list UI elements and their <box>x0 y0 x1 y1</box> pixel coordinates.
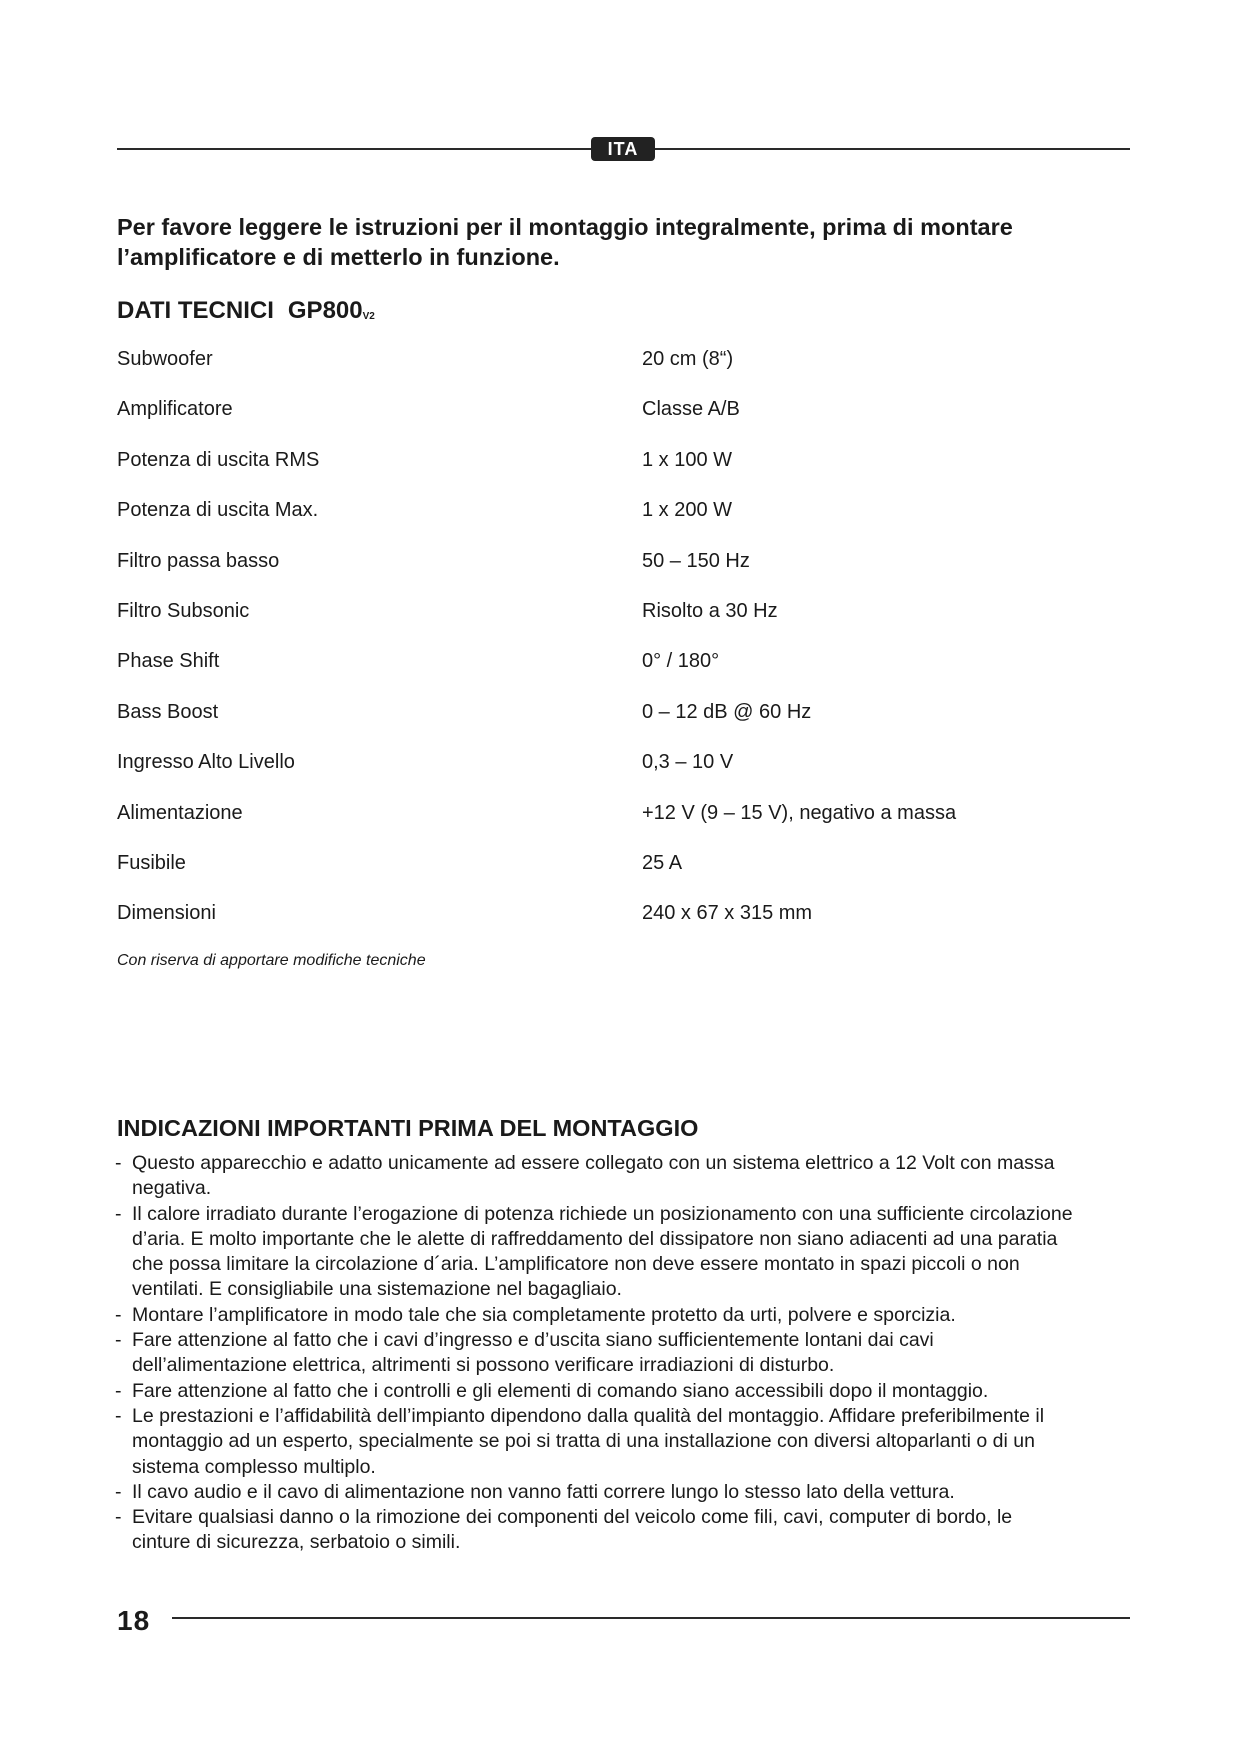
spec-value: 1 x 200 W <box>642 499 733 522</box>
bullet-dash: - <box>115 1404 122 1427</box>
disclaimer-note: Con riserva di apportare modifiche tecniche <box>117 952 426 969</box>
note-text: Il cavo audio e il cavo di alimentazione non vanno fatti correre lungo lo stesso lato della vettura. <box>132 1480 955 1503</box>
bullet-dash: - <box>115 1506 122 1529</box>
spec-label: Potenza di uscita RMS <box>117 448 320 471</box>
spec-label: Alimentazione <box>117 801 243 824</box>
spec-row <box>117 898 1017 948</box>
spec-row <box>117 747 1017 797</box>
list-item <box>115 1328 1075 1379</box>
bullet-dash: - <box>115 1152 122 1174</box>
list-item <box>115 1303 1075 1328</box>
spec-value: 0° / 180° <box>642 650 720 673</box>
note-text: Evitare qualsiasi danno o la rimozione dei componenti del veicolo come fili, cavi, computer di bordo, le cinture di sicurezza, serbatoio o simili. <box>132 1506 1013 1554</box>
specs-heading <box>117 296 375 331</box>
note-text: Fare attenzione al fatto che i cavi d’ingresso e d’uscita siano sufficientemente lontani dai cavi dell’alimentazione elettrica, altrimenti si possono verificare irradiazioni di disturbo. <box>132 1329 934 1377</box>
spec-row <box>117 596 1017 646</box>
spec-table <box>117 344 1017 949</box>
spec-value: +12 V (9 – 15 V), negativo a massa <box>642 801 957 824</box>
model-name: GP800 <box>287 297 363 324</box>
spec-value: 20 cm (8“) <box>642 348 734 370</box>
spec-row <box>117 495 1017 545</box>
language-badge: ITA <box>591 137 655 161</box>
spec-label: Fusibile <box>117 851 186 874</box>
note-text: Montare l’amplificatore in modo tale che sia completamente protetto da urti, polvere e sporcizia. <box>132 1303 956 1326</box>
spec-row <box>117 344 1017 394</box>
spec-row <box>117 445 1017 495</box>
spec-label: Filtro Subsonic <box>117 599 250 622</box>
spec-row <box>117 646 1017 696</box>
spec-value: Classe A/B <box>642 398 740 421</box>
bullet-dash: - <box>115 1480 122 1503</box>
spec-label: Filtro passa basso <box>117 549 280 572</box>
spec-value: 0 – 12 dB @ 60 Hz <box>642 700 812 723</box>
model-suffix: V2 <box>362 311 375 322</box>
spec-value: 0,3 – 10 V <box>642 751 734 774</box>
list-item <box>115 1480 1075 1505</box>
list-item <box>115 1404 1075 1480</box>
note-text: Fare attenzione al fatto che i controlli e gli elementi di comando siano accessibili dopo il montaggio. <box>132 1379 989 1402</box>
spec-value: Risolto a 30 Hz <box>642 599 778 622</box>
spec-label: Subwoofer <box>117 348 213 370</box>
intro-text: Per favore leggere le istruzioni per il montaggio integralmente, prima di montare l’amplificatore e di metterlo in funzione. <box>117 214 1013 270</box>
spec-row <box>117 697 1017 747</box>
note-text: Il calore irradiato durante l’erogazione di potenza richiede un posizionamento con una sufficiente circolazione d’aria. E molto importante che le alette di raffreddamento del dissipatore non siano adiacenti ad una paratia che possa limitare la circolazione d´aria. L’amplificatore non deve essere montato in spazi piccoli o non ventilati. E consigliabile una sistemazione nel bagagliaio. <box>132 1202 1073 1301</box>
list-item <box>115 1379 1075 1404</box>
list-item <box>115 1202 1075 1303</box>
spec-label: Amplificatore <box>117 398 233 421</box>
spec-value: 240 x 67 x 315 mm <box>642 902 813 925</box>
page-number: 18 <box>117 1605 151 1636</box>
spec-row <box>117 546 1017 596</box>
bullet-dash: - <box>115 1379 122 1402</box>
spec-row <box>117 848 1017 898</box>
spec-label: Potenza di uscita Max. <box>117 499 319 522</box>
spec-label: Ingresso Alto Livello <box>117 751 295 774</box>
spec-value: 1 x 100 W <box>642 448 733 471</box>
note-text: Le prestazioni e l’affidabilità dell’impianto dipendono dalla qualità del montaggio. Affidare preferibilmente il montaggio ad un esperto, specialmente se poi si tratta di una installazione con diversi altoparlanti o di un sistema complesso multiplo. <box>132 1404 1045 1478</box>
bullet-dash: - <box>115 1303 122 1326</box>
spec-label: Dimensioni <box>117 902 216 925</box>
bullet-dash: - <box>115 1202 122 1225</box>
spec-value: 25 A <box>642 851 683 874</box>
spec-row <box>117 798 1017 848</box>
notes-list <box>115 1151 1075 1556</box>
spec-value: 50 – 150 Hz <box>642 549 750 572</box>
specs-heading-label: DATI TECNICI <box>117 297 274 324</box>
footer-rule <box>172 1617 1130 1619</box>
bullet-dash: - <box>115 1329 122 1352</box>
notes-heading: INDICAZIONI IMPORTANTI PRIMA DEL MONTAGGIO <box>117 1115 699 1141</box>
spec-label: Bass Boost <box>117 700 219 723</box>
spec-row <box>117 394 1017 444</box>
list-item <box>115 1151 1075 1202</box>
note-text: Questo apparecchio e adatto unicamente ad essere collegato con un sistema elettrico a 12 Volt con massa negativa. <box>132 1152 1055 1200</box>
list-item <box>115 1505 1075 1556</box>
spec-label: Phase Shift <box>117 650 220 673</box>
